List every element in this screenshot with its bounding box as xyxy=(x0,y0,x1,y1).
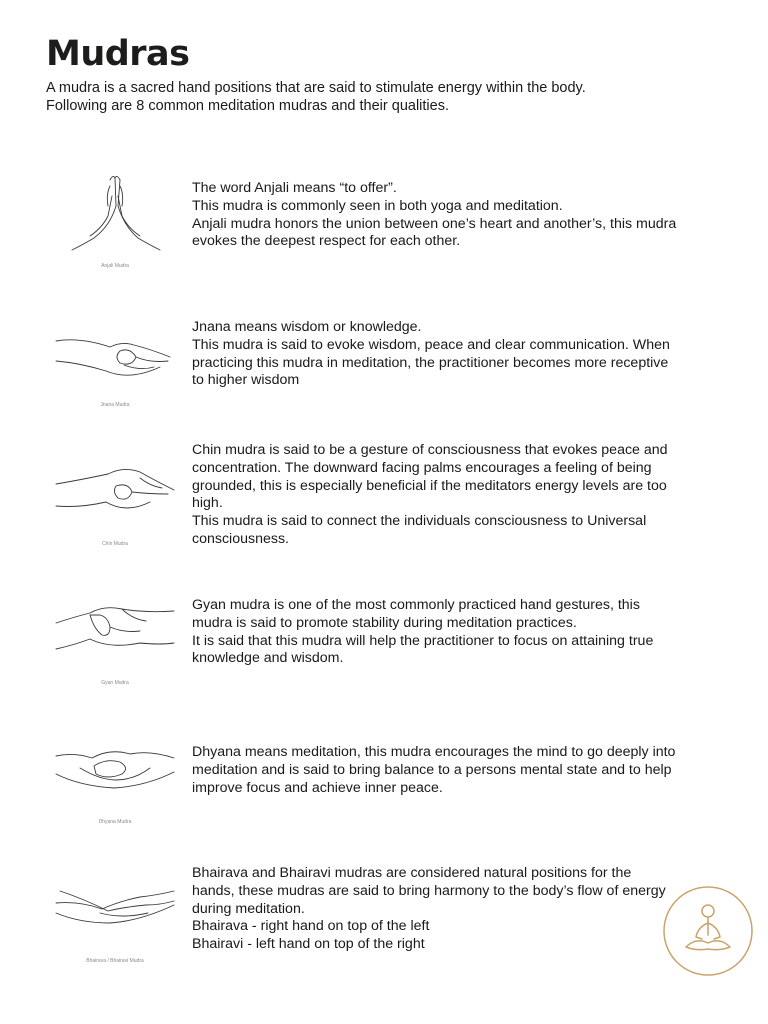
chin-hand-icon xyxy=(50,444,180,540)
desc-line: high. xyxy=(192,495,223,512)
mudra-caption: Anjali Mudra xyxy=(101,263,129,269)
mudra-description xyxy=(192,744,732,797)
mudra-caption: Bhairava / Bhairavi Mudra xyxy=(86,958,144,964)
bhairava-hands-icon xyxy=(50,861,180,957)
desc-line: Gyan mudra is one of the most commonly practiced hand gestures, this xyxy=(192,597,640,613)
desc-line: mudra is said to promote stability during meditation practices. xyxy=(192,614,577,631)
meditation-figure-icon xyxy=(662,885,754,977)
desc-line: The word Anjali means “to offer”. xyxy=(192,180,397,196)
anjali-hands-icon xyxy=(50,166,180,262)
mudra-illustration xyxy=(50,861,180,971)
gyan-hand-icon xyxy=(50,583,180,679)
mudra-illustration xyxy=(50,722,180,832)
desc-line: Bhairavi - left hand on top of the right xyxy=(192,936,425,953)
mudra-caption: Dhyana Mudra xyxy=(98,819,132,825)
desc-line: during meditation. xyxy=(192,900,305,917)
desc-line: Bhairava and Bhairavi mudras are considered natural positions for the xyxy=(192,865,632,881)
desc-line: concentration. The downward facing palms encourages a feeling of being xyxy=(192,459,652,476)
desc-line: Jnana means wisdom or knowledge. xyxy=(192,319,422,335)
desc-line: Chin mudra is said to be a gesture of consciousness that evokes peace and xyxy=(192,442,668,458)
desc-line: It is said that this mudra will help the practitioner to focus on attaining true xyxy=(192,632,654,649)
mudra-illustration xyxy=(50,166,180,276)
mudra-illustration xyxy=(50,305,180,415)
desc-line: grounded, this is especially beneficial if the meditators energy levels are too xyxy=(192,477,667,494)
mudra-description xyxy=(192,442,732,549)
mudra-entry-bhairava xyxy=(0,861,768,991)
brand-logo xyxy=(662,885,754,977)
desc-line: evokes the deepest respect for each other. xyxy=(192,233,461,250)
mudra-caption: Jnana Mudra xyxy=(100,402,130,408)
dhyana-hands-icon xyxy=(50,722,180,818)
desc-line: knowledge and wisdom. xyxy=(192,650,344,667)
mudra-entry-chin xyxy=(0,444,768,574)
desc-line: practicing this mudra in meditation, the practitioner becomes more receptive xyxy=(192,354,669,371)
desc-line: hands, these mudras are said to bring harmony to the body’s flow of energy xyxy=(192,882,666,899)
mudra-description xyxy=(192,597,732,668)
mudra-caption: Chin Mudra xyxy=(102,541,128,547)
jnana-hand-icon xyxy=(50,305,180,401)
mudra-illustration xyxy=(50,444,180,554)
mudra-description xyxy=(192,319,732,390)
mudra-caption: Gyan Mudra xyxy=(101,680,129,686)
mudra-description xyxy=(192,865,732,954)
desc-line: meditation and is said to bring balance to a persons mental state and to help xyxy=(192,761,672,778)
desc-line: consciousness. xyxy=(192,530,289,547)
mudra-description xyxy=(192,180,732,251)
mudra-entry-jnana xyxy=(0,305,768,435)
desc-line: to higher wisdom xyxy=(192,372,300,389)
desc-line: Dhyana means meditation, this mudra encourages the mind to go deeply into xyxy=(192,744,676,760)
desc-line: Anjali mudra honors the union between one’s heart and another’s, this mudra xyxy=(192,215,677,232)
mudra-illustration xyxy=(50,583,180,693)
intro-line: A mudra is a sacred hand positions that are said to stimulate energy within the body. xyxy=(46,80,586,96)
desc-line: This mudra is said to evoke wisdom, peace and clear communication. When xyxy=(192,336,670,353)
desc-line: improve focus and achieve inner peace. xyxy=(192,779,443,796)
desc-line: Bhairava - right hand on top of the left xyxy=(192,918,430,935)
intro-text xyxy=(46,80,726,115)
mudra-entry-dhyana xyxy=(0,722,768,852)
intro-line: Following are 8 common meditation mudras and their qualities. xyxy=(46,97,449,114)
page-title: Mudras xyxy=(46,34,190,74)
mudra-entry-gyan xyxy=(0,583,768,713)
desc-line: This mudra is said to connect the individuals consciousness to Universal xyxy=(192,513,647,530)
desc-line: This mudra is commonly seen in both yoga and meditation. xyxy=(192,197,563,214)
mudra-entry-anjali xyxy=(0,166,768,296)
